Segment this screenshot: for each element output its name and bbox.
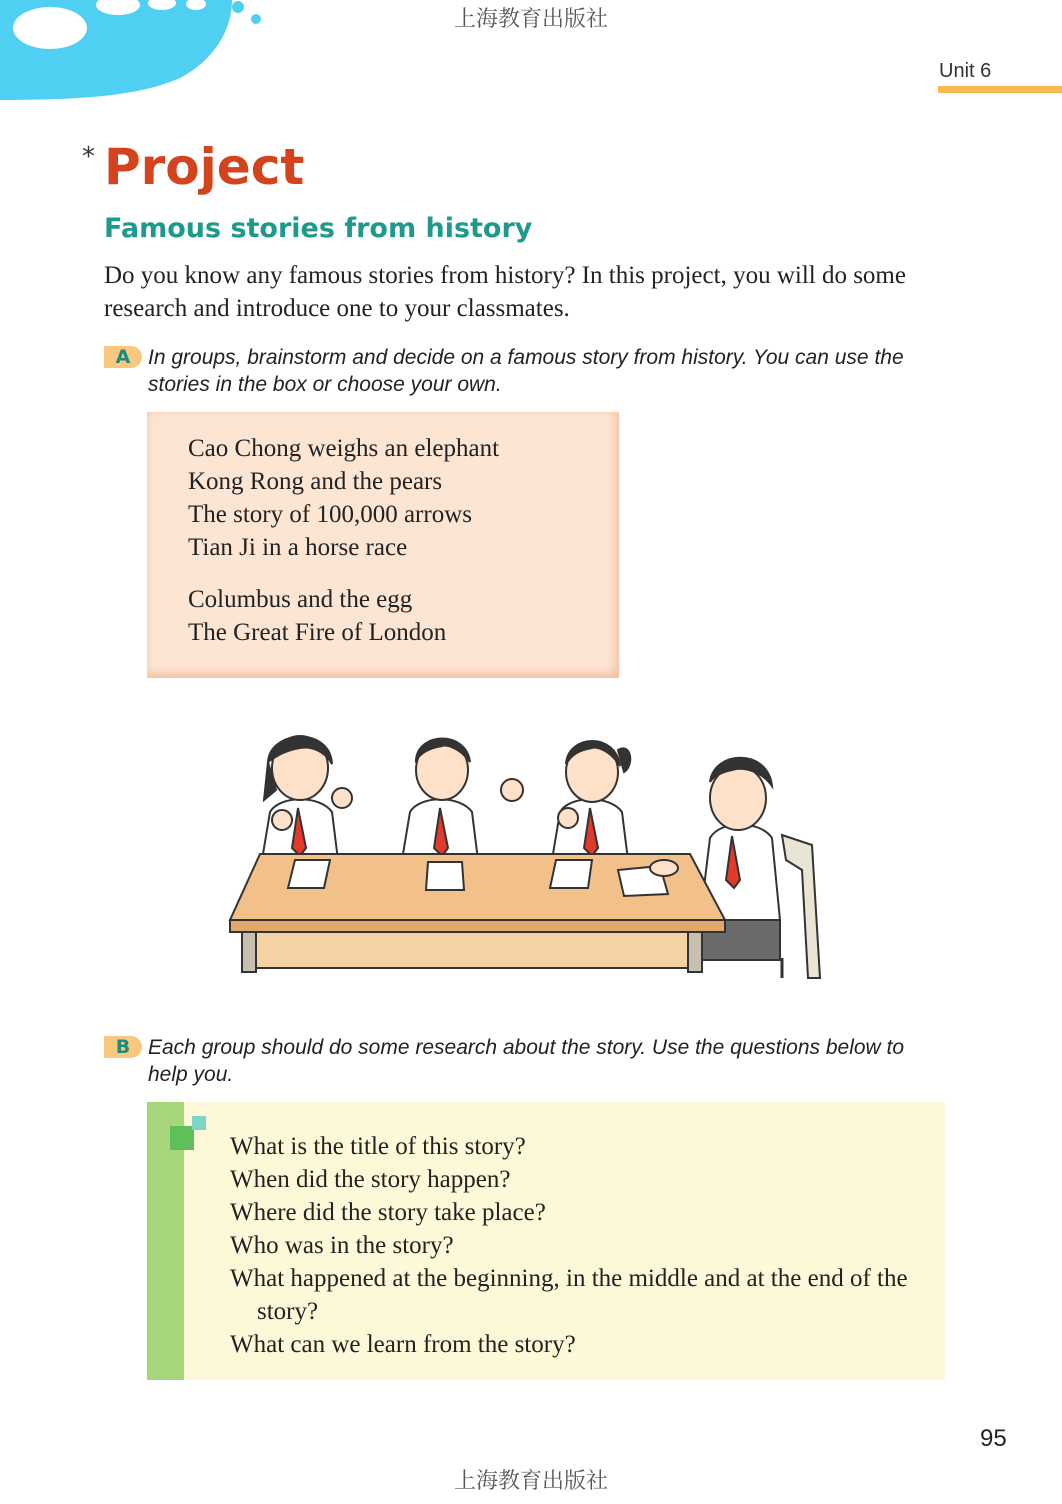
list-item: Cao Chong weighs an elephant (188, 435, 500, 462)
page-number: 95 (980, 1425, 1007, 1452)
students-discussion-illustration (220, 720, 840, 990)
question-list (230, 1130, 940, 1361)
list-item: The story of 100,000 arrows (188, 501, 472, 528)
list-item: Columbus and the egg (188, 586, 413, 613)
intro-paragraph: Do you know any famous stories from history? In this project, you will do some research and introduce one to your classmates. (104, 262, 906, 322)
list-item: What is the title of this story? (230, 1133, 526, 1160)
square-decoration-icon (170, 1114, 210, 1152)
list-item: Where did the story take place? (230, 1199, 546, 1226)
unit-bar (938, 86, 1062, 93)
task-a-label: A (104, 346, 142, 368)
list-item: What can we learn from the story? (230, 1331, 576, 1358)
page-title: Project (104, 138, 305, 196)
publisher-header: 上海教育出版社 (453, 7, 608, 32)
publisher-footer: 上海教育出版社 (453, 1469, 608, 1494)
list-item: Who was in the story? (230, 1232, 454, 1259)
task-a-instruction: In groups, brainstorm and decide on a famous story from history. You can use the stories in the box or choose your own. (148, 346, 904, 396)
list-item: The Great Fire of London (188, 619, 447, 646)
list-item: Tian Ji in a horse race (188, 534, 408, 561)
section-subtitle: Famous stories from history (104, 213, 533, 244)
list-item: What happened at the beginning, in the middle and at the end of the story? (230, 1265, 908, 1325)
list-item: When did the story happen? (230, 1166, 511, 1193)
unit-label: Unit 6 (939, 60, 992, 82)
story-list (188, 432, 499, 649)
task-b-instruction: Each group should do some research about the story. Use the questions below to help you. (148, 1036, 905, 1086)
task-b-label: B (104, 1036, 142, 1058)
list-item: Kong Rong and the pears (188, 468, 443, 495)
optional-marker: * (82, 142, 95, 172)
